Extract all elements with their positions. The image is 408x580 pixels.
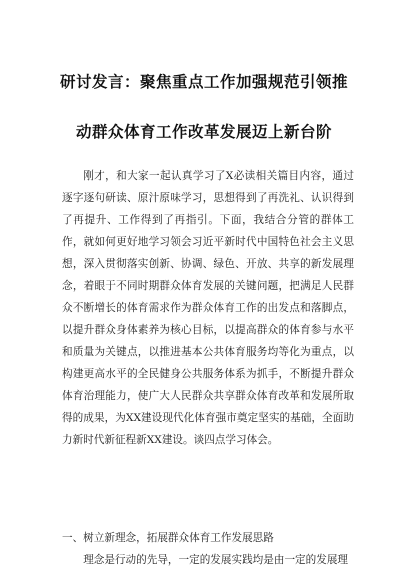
body-paragraph-2: 理念是行动的先导，一定的发展实践均是由一定的发展理 [83, 554, 349, 566]
document-title-line-1: 研讨发言：聚焦重点工作加强规范引领推 [59, 73, 348, 91]
section-heading-1: 一、树立新理念，拓展群众体育工作发展思路 [62, 532, 274, 544]
document-title-line-2: 动群众体育工作改革发展迈上新台阶 [75, 123, 332, 141]
body-paragraph-1: 刚才，和大家一起认真学习了X必读相关篇目内容，通过逐字逐句研读、原汁原味学习，思想得到了再洗礼、认识得到了再提升、工作得到了再指引。下面，我结合分管的群体工作，就如何更好地学习领会习近平新时代中国特色社会主义思想，深入贯彻落实创新、协调、绿色、开放、共享的新发展理念，着眼于不同时期群众体育发展的关键问题，把满足人民群众不断增长的体育需求作为群众体育工作的出发点和落脚点，以提升群众身体素养为核心目标，以提高群众的体育参与水平和质量为关键点，以推进基本公共体育服务均等化为重点，以构建更高水平的全民健身公共服务体系为抓手，不断提升群众体育治理能力，使广大人民群众共享群众体育改革和发展所取得的成果，为XX建设现代化体育强市奠定坚实的基础，全面助力新时代新征程新XX建设。谈四点学习体会。 [62, 170, 354, 446]
